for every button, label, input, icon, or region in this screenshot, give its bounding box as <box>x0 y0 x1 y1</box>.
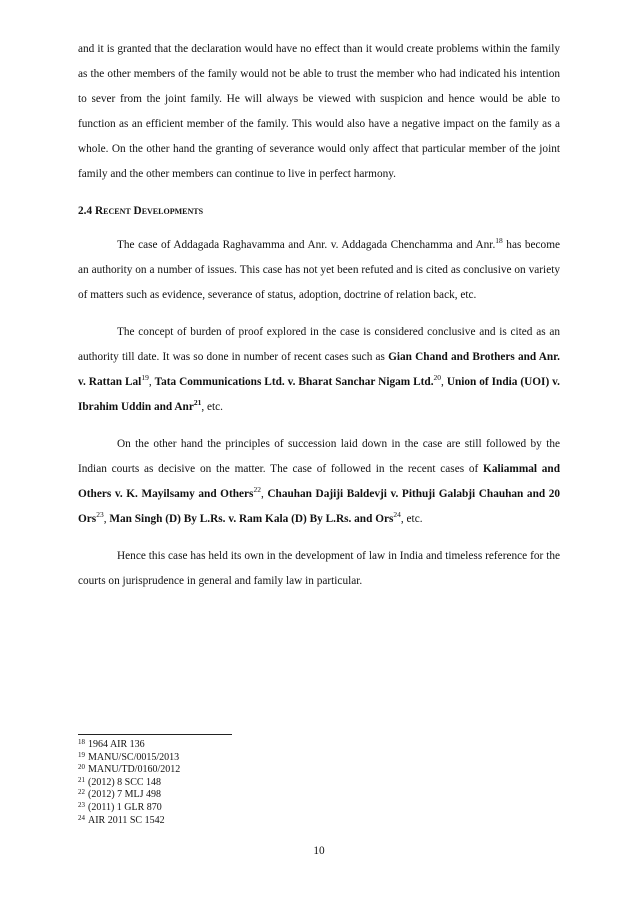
footnote-ref-24[interactable]: 24 <box>393 510 401 519</box>
section-heading <box>78 199 560 224</box>
footnote-text: (2011) 1 GLR 870 <box>88 801 162 813</box>
footnote-number: 22 <box>78 788 85 797</box>
footnote-text: (2012) 8 SCC 148 <box>88 776 162 788</box>
footnote-ref-23[interactable]: 23 <box>96 510 104 519</box>
paragraph-4: Hence this case has held its own in the development of law in India and timeless reference for the courts on jurisprudence in general and family law in particular. <box>78 550 560 587</box>
paragraph-2 <box>78 320 560 420</box>
footnotes <box>78 739 378 827</box>
footnote-separator <box>78 734 232 735</box>
footnote <box>78 752 378 765</box>
body-text <box>78 37 560 606</box>
footnote-number: 24 <box>78 813 85 822</box>
footnote-ref-18[interactable]: 18 <box>495 236 503 245</box>
footnote-text: MANU/TD/0160/2012 <box>88 764 181 776</box>
footnote <box>78 764 378 777</box>
section-number: 2.4 <box>78 205 93 217</box>
case-citation: Man Singh (D) By L.Rs. v. Ram Kala (D) By L.Rs. and Ors <box>109 513 394 525</box>
page-number: 10 <box>313 845 325 857</box>
para1-text: The case of Addagada Raghavamma and Anr. v. Addagada Chenchamma and Anr. <box>117 239 496 251</box>
title-word2-initial: D <box>133 205 142 217</box>
footnote-ref-20[interactable]: 20 <box>433 373 442 382</box>
case-citation: Kaliammal and Others v. K. Mayilsamy and Others <box>78 463 560 500</box>
footnote-ref-19[interactable]: 19 <box>141 373 149 382</box>
separator: , <box>260 488 264 500</box>
footnote-number: 23 <box>78 800 85 809</box>
footnote-text: 1964 AIR 136 <box>88 739 145 750</box>
para3-end: , etc. <box>400 513 423 525</box>
case-citation: Union of India (UOI) v. Ibrahim Uddin and Anr <box>78 376 560 413</box>
para2-end: , etc. <box>201 401 223 413</box>
footnote-number: 18 <box>78 738 85 746</box>
case-citation: Gian Chand and Brothers and Anr. v. Rattan Lal <box>78 351 560 388</box>
title-word1-initial: R <box>94 205 104 217</box>
title-word2-rest: evelopments <box>141 205 204 217</box>
footnote-number: 21 <box>78 775 85 784</box>
separator: , <box>103 513 107 525</box>
separator: , <box>148 376 152 388</box>
footnote <box>78 739 378 752</box>
footnote-ref-22[interactable]: 22 <box>253 485 261 494</box>
section-title <box>95 205 203 217</box>
para2-text: The concept of burden of proof explored in the case is considered conclusive and is cited as an authority till date. It was so done in number of recent cases such as <box>78 326 560 363</box>
footnote-number: 20 <box>78 763 85 772</box>
footnote <box>78 789 378 802</box>
separator: , <box>441 376 444 388</box>
footnote <box>78 777 378 790</box>
para1-text2: has become an authority on a number of issues. This case has not yet been refuted and is cited as conclusive on variety of matters such as evidence, severance of status, adoption, doctrine of relation back, etc. <box>78 239 560 301</box>
footnote-number: 19 <box>78 750 85 759</box>
footnote-text: MANU/SC/0015/2013 <box>88 751 180 763</box>
title-word1-rest: ecent <box>103 205 131 217</box>
case-citation: Tata Communications Ltd. v. Bharat Sanchar Nigam Ltd. <box>154 376 434 388</box>
footnote <box>78 815 378 828</box>
footnote-text: (2012) 7 MLJ 498 <box>88 789 162 801</box>
footnote-ref-21[interactable]: 21 <box>193 398 202 407</box>
footnote <box>78 802 378 815</box>
paragraph-3 <box>78 432 560 532</box>
case-citation: Chauhan Dajiji Baldevji v. Pithuji Galabji Chauhan and 20 Ors <box>78 488 561 525</box>
paragraph-1 <box>78 233 560 308</box>
footnote-text: AIR 2011 SC 1542 <box>88 814 165 826</box>
para3-text: On the other hand the principles of succession laid down in the case are still followed by the Indian courts as decisive on the matter. The case of followed in the recent cases of <box>78 438 560 475</box>
intro-paragraph: and it is granted that the declaration would have no effect than it would create problems within the family as the other members of the family would not be able to trust the member who had indicated his intention to sever from the joint family. He will always be viewed with suspicion and hence would be able to function as an efficient member of the family. This would also have a negative impact on the family as a whole. On the other hand the granting of severance would only affect that particular member of the joint family and the other members can continue to live in perfect harmony. <box>78 43 560 180</box>
